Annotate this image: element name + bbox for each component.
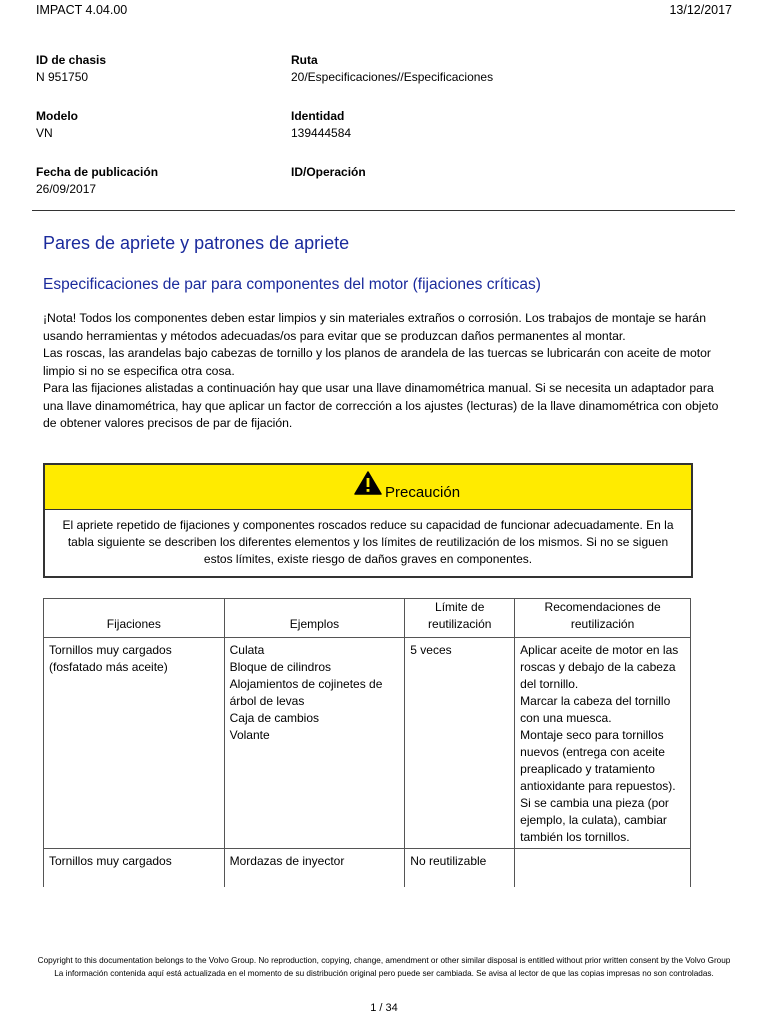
column-header: Fijaciones — [44, 599, 225, 638]
fastener-table — [43, 598, 691, 887]
meta-row — [36, 52, 736, 108]
recommendation-item: Marcar la cabeza del tornillo con una muesca. — [520, 694, 671, 725]
page-header — [36, 3, 732, 21]
cell-fijaciones: Tornillos muy cargados (fosfatado más aceite) — [44, 638, 225, 849]
meta-model — [36, 108, 78, 142]
column-header: Límite de reutilización — [405, 599, 515, 638]
cell-ejemplos — [224, 849, 405, 888]
meta-value: 139444584 — [291, 126, 352, 140]
document-metadata — [36, 52, 736, 220]
meta-label: Fecha de publicación — [36, 165, 159, 179]
cell-fijaciones: Tornillos muy cargados — [44, 849, 225, 888]
meta-route — [291, 52, 493, 86]
meta-row — [36, 108, 736, 164]
example-item: Alojamientos de cojinetes de árbol de levas — [229, 677, 383, 708]
recommendation-item: Montaje seco para tornillos nuevos (entrega con aceite preaplicado y tratamiento antioxidante para repuestos). — [520, 728, 676, 793]
intro-paragraph: ¡Nota! Todos los componentes deben estar limpios y sin materiales extraños o corrosión. Los trabajos de montaje se harán usando herramientas y métodos adecuadas/os para evitar que se produzcan daños permanentes al montar. — [43, 311, 706, 343]
example-item: Volante — [229, 728, 270, 742]
header-divider — [32, 210, 735, 211]
cell-recomendaciones — [515, 849, 691, 888]
meta-row — [36, 164, 736, 220]
example-item: Mordazas de inyector — [229, 854, 345, 868]
example-item: Bloque de cilindros — [229, 660, 332, 674]
cell-limite: No reutilizable — [405, 849, 515, 888]
meta-label: Ruta — [291, 53, 318, 67]
meta-publication-date — [36, 164, 158, 198]
intro-text — [43, 310, 723, 433]
page-number: 1 / 34 — [370, 1002, 398, 1014]
page-title: Pares de apriete y patrones de apriete — [43, 233, 350, 253]
warning-triangle-icon — [354, 471, 382, 495]
recommendation-item: Aplicar aceite de motor en las roscas y debajo de la cabeza del tornillo. — [520, 643, 679, 691]
meta-value: 26/09/2017 — [36, 182, 97, 196]
app-version: IMPACT 4.04.00 — [36, 3, 128, 17]
table-row — [44, 638, 691, 849]
caution-header — [45, 465, 691, 510]
page-footer — [30, 954, 738, 980]
example-item: Caja de cambios — [229, 711, 320, 725]
caution-box — [43, 463, 693, 578]
intro-paragraph: Para las fijaciones alistadas a continuación hay que usar una llave dinamométrica manual. Si se necesita un adaptador para una llave dinamométrica, hay que aplicar un factor de corrección a los ajustes (lecturas) de la llave dinamométrica con objeto de obtener valores precisos de par de fijación. — [43, 381, 719, 430]
table-header-row — [44, 599, 691, 638]
meta-value: 20/Especificaciones//Especificaciones — [291, 70, 494, 84]
meta-label: Identidad — [291, 109, 345, 123]
print-date: 13/12/2017 — [669, 3, 732, 17]
meta-value: N 951750 — [36, 70, 89, 84]
cell-limite: 5 veces — [405, 638, 515, 849]
cell-recomendaciones — [515, 638, 691, 849]
intro-paragraph: Las roscas, las arandelas bajo cabezas de tornillo y los planos de arandela de las tuercas se lubricarán con aceite de motor limpio si no se especifica otra cosa. — [43, 346, 711, 378]
meta-identity — [291, 108, 351, 142]
recommendation-item: Si se cambia una pieza (por ejemplo, la culata), cambiar también los tornillos. — [520, 796, 669, 844]
example-item: Culata — [229, 643, 265, 657]
table-row — [44, 849, 691, 888]
copyright-notice: Copyright to this documentation belongs to the Volvo Group. No reproduction, copying, change, amendment or other similar disposal is entitled without prior written consent by the Volvo Group — [37, 956, 731, 965]
caution-title: Precaución — [385, 484, 461, 501]
meta-label: ID de chasis — [36, 53, 107, 67]
cell-ejemplos — [224, 638, 405, 849]
column-header: Recomendaciones de reutilización — [515, 599, 691, 638]
meta-value: VN — [36, 126, 53, 140]
column-header: Ejemplos — [224, 599, 405, 638]
meta-operation-id — [291, 164, 366, 181]
meta-chassis — [36, 52, 106, 86]
meta-label: Modelo — [36, 109, 78, 123]
meta-label: ID/Operación — [291, 165, 366, 179]
update-notice: La información contenida aquí está actualizada en el momento de su distribución original pero puede ser cambiada. Se avisa al lector de que las copias impresas no son controladas. — [54, 969, 714, 978]
caution-text: El apriete repetido de fijaciones y componentes roscados reduce su capacidad de funcionar adecuadamente. En la tabla siguiente se describen los diferentes elementos y los límites de reutilización de los mismos. Si no se siguen estos límites, existe riesgo de daños graves en componentes. — [62, 518, 674, 566]
section-subtitle: Especificaciones de par para componentes del motor (fijaciones críticas) — [43, 276, 541, 293]
